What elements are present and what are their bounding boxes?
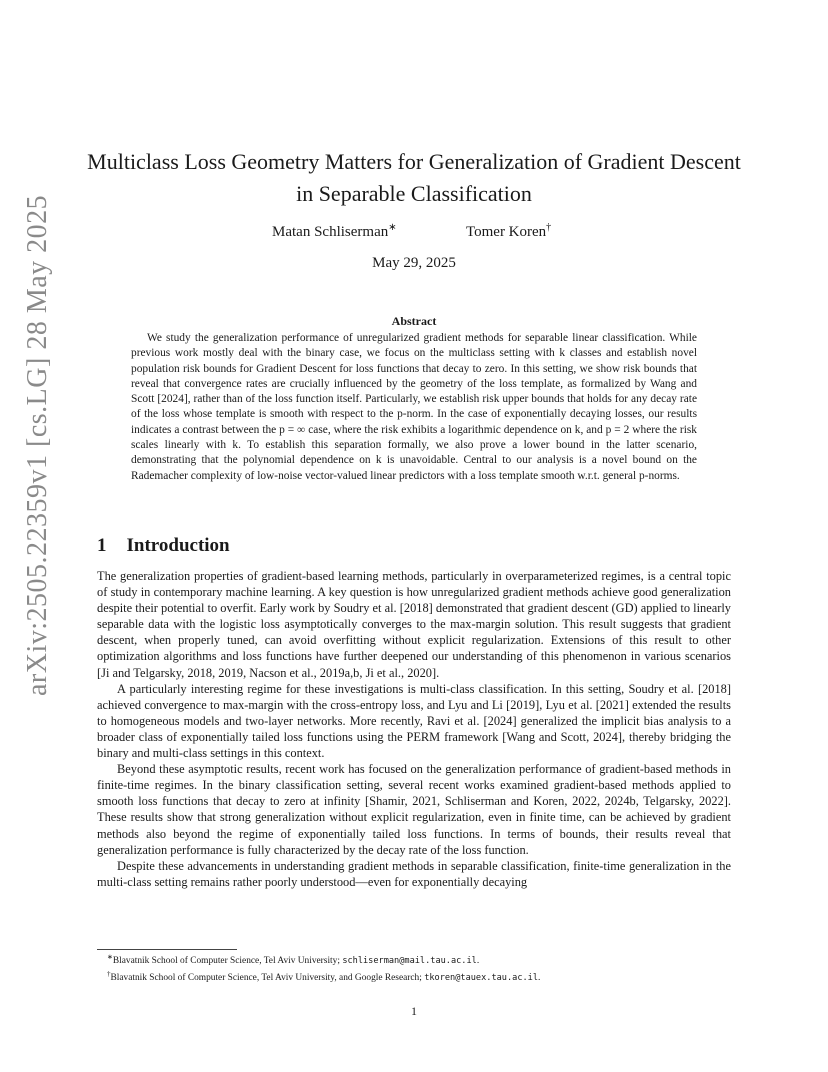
author-list (0, 222, 828, 244)
paragraph: Beyond these asymptotic results, recent work has focused on the generalization performance of gradient-based methods in finite-time regimes. In the binary classification setting, several recent works examined gradient-based methods applied to smooth loss functions that decay to zero at infinity [Shamir, 2021, Schliserman and Koren, 2022, 2024b, Telgarsky, 2022]. These results show that strong generalization without explicit regularization, even in finite time, can be achieved by gradient methods also beyond the regime of exponentially tailed loss functions. In terms of bounds, their results reveal that generalization performance is fully characterized by the decay rate of the loss function. (97, 762, 731, 857)
section-body (97, 568, 731, 890)
author-name: Matan Schliserman∗ (272, 222, 397, 240)
footnote: †Blavatnik School of Computer Science, Tel Aviv University, and Google Research; tkoren@tauex.tau.ac.il. (107, 970, 541, 984)
footnote-divider (97, 949, 237, 950)
abstract-text: We study the generalization performance of unregularized gradient methods for separable linear classification. While previous work mostly deal with the binary case, we focus on the multiclass setting with k classes and establish novel population risk bounds for Gradient Descent for loss functions that decay to zero. In this setting, we show risk bounds that reveal that convergence rates are crucially influenced by the geometry of the loss template, as formalized by Wang and Scott [2024], rather than of the loss function itself. Particularly, we establish risk upper bounds that holds for any decay rate of the loss whose template is smooth with respect to the p-norm. In the case of exponentially decaying losses, our results indicates a contrast between the p = ∞ case, where the risk exhibits a logarithmic dependence on k, and p = 2 where the risk scales linearly with k. To establish this separation formally, we also prove a lower bound in the latter scenario, demonstrating that the polynomial dependence on k is unavoidable. Central to our analysis is a novel bound on the Rademacher complexity of low-noise vector-valued linear predictors with a loss template smooth w.r.t. general p-norms. (131, 332, 697, 482)
email-link[interactable]: schliserman@mail.tau.ac.il (342, 956, 477, 967)
paper-title: Multiclass Loss Geometry Matters for Generalization of Gradient Descent in Separable Classification (87, 149, 741, 206)
paragraph: Despite these advancements in understanding gradient methods in separable classification, finite-time generalization in the multi-class setting remains rather poorly understood—even for exponentially decaying (97, 858, 731, 889)
section-heading: 1 Introduction (97, 535, 230, 556)
email-link[interactable]: tkoren@tauex.tau.ac.il (424, 973, 539, 984)
author-name: Tomer Koren† (466, 222, 552, 240)
paragraph: The generalization properties of gradient-based learning methods, particularly in overparameterized regimes, is a central topic of study in contemporary machine learning. A key question is how unregularized gradient methods achieve good generalization despite their potential to overfit. Early work by Soudry et al. [2018] demonstrated that gradient descent (GD) applied to linearly separable data with the logistic loss asymptotically converges to the max-margin solution. This result suggests that gradient descent, when properly tuned, can avoid overfitting without explicit regularization. Extensions of this result to other optimization algorithms and loss functions have further deepened our understanding of this phenomenon in various scenarios [Ji and Telgarsky, 2018, 2019, Nacson et al., 2019a,b, Ji et al., 2020]. (97, 569, 731, 680)
footnote: ∗Blavatnik School of Computer Science, Tel Aviv University; schliserman@mail.tau.ac.il. (107, 953, 480, 967)
page-number: 1 (411, 1004, 417, 1018)
publication-date: May 29, 2025 (372, 255, 456, 271)
footnotes (107, 951, 747, 985)
paragraph: A particularly interesting regime for these investigations is multi-class classification. In this setting, Soudry et al. [2018] achieved convergence to max-margin with the cross-entropy loss, and Lyu and Li [2019], Lyu et al. [2021] extended the results to homogeneous models and two-layer networks. More recently, Ravi et al. [2024] generalized the implicit bias analysis to a broader class of exponentially tailed loss functions using the PERM framework [Wang and Scott, 2024], thereby bridging the binary and multi-class settings in this context. (97, 681, 731, 761)
arxiv-identifier: arXiv:2505.22359v1 [cs.LG] 28 May 2025 (22, 194, 53, 696)
abstract-heading: Abstract (391, 314, 437, 328)
